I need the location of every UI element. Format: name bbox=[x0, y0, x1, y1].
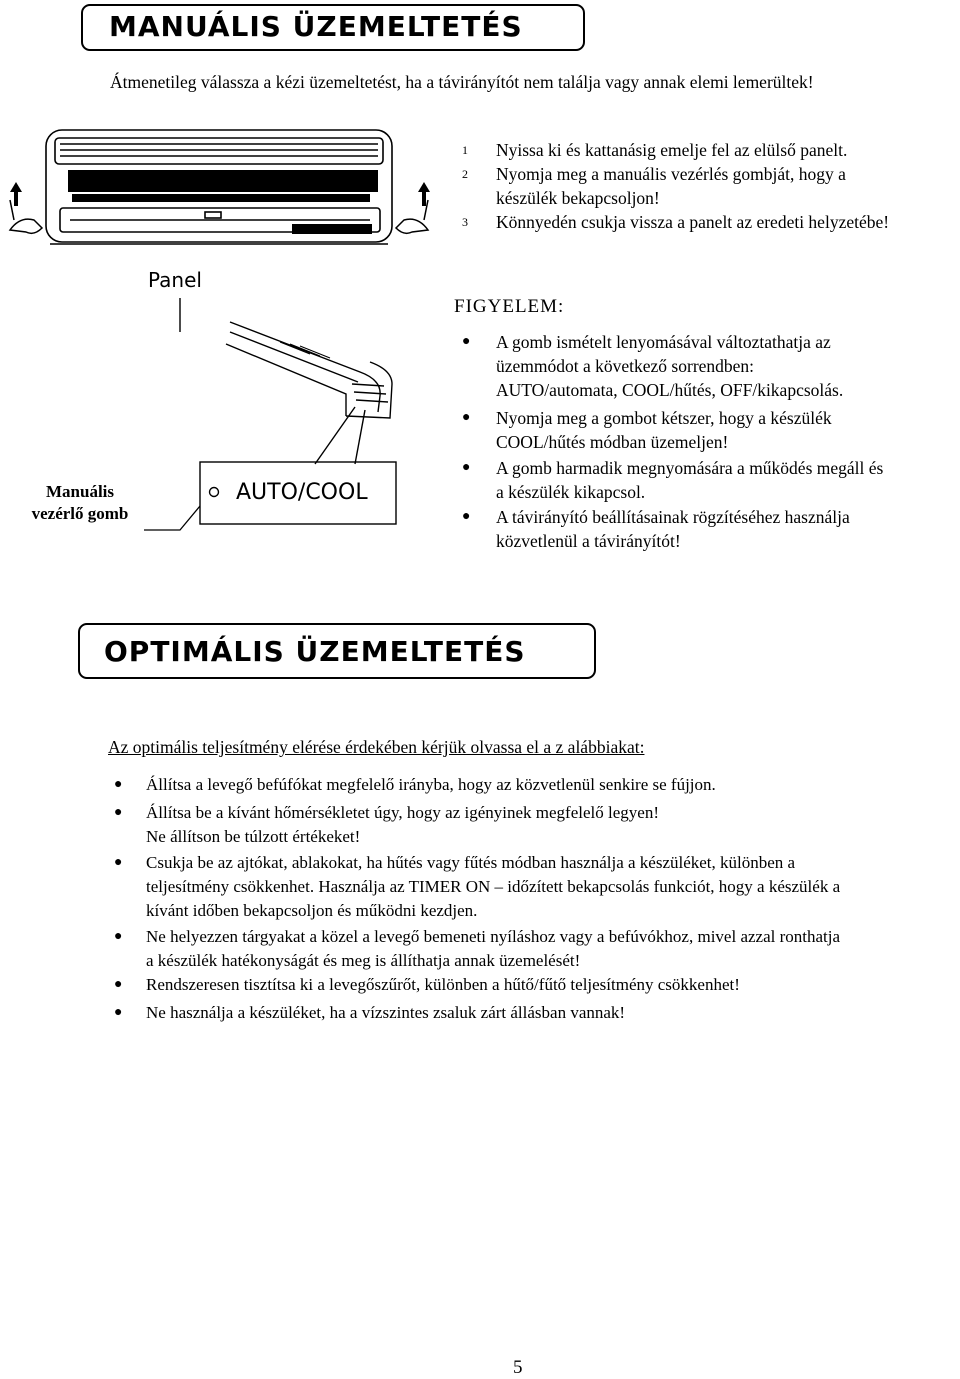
section-title-manual: MANUÁLIS ÜZEMELTETÉS bbox=[109, 10, 523, 43]
step-number: 2 bbox=[462, 167, 468, 181]
section-title-optimal: OPTIMÁLIS ÜZEMELTETÉS bbox=[104, 635, 526, 668]
warning-text: közvetlenül a távirányítót! bbox=[496, 531, 681, 551]
bullet-icon: ● bbox=[114, 855, 123, 870]
optimal-text: kívánt időben bekapcsoljon és működni kezdjen. bbox=[146, 901, 478, 920]
optimal-text: a készülék hatékonyságát és meg is állíthatja annak üzemelését! bbox=[146, 951, 581, 970]
section-title-box-optimal bbox=[78, 623, 596, 679]
bullet-icon: ● bbox=[114, 929, 123, 944]
bullet-icon: ● bbox=[462, 460, 471, 475]
step-text: Könnyedén csukja vissza a panelt az eredeti helyzetébe! bbox=[496, 212, 890, 232]
warning-text: Nyomja meg a gombot kétszer, hogy a készülék bbox=[496, 408, 832, 428]
optimal-text: Ne használja a készüléket, ha a vízszintes zsaluk zárt állásban vannak! bbox=[146, 1003, 626, 1022]
callout-line-2: vezérlő gomb bbox=[31, 504, 129, 523]
bullet-icon: ● bbox=[462, 410, 471, 425]
bullet-icon: ● bbox=[462, 334, 471, 349]
warning-text: A távirányító beállításainak rögzítéséhez használja bbox=[496, 507, 850, 527]
optimal-text: Ne helyezzen tárgyakat a közel a levegő bemeneti nyíláshoz vagy a befúvókhoz, mivel azzal ronthatja bbox=[146, 927, 841, 946]
ac-unit-illustration bbox=[0, 120, 440, 260]
section-title-box-manual bbox=[81, 4, 585, 51]
step-text: készülék bekapcsoljon! bbox=[496, 188, 660, 208]
bullet-icon: ● bbox=[114, 1005, 123, 1020]
bullet-icon: ● bbox=[462, 509, 471, 524]
manual-button-callout bbox=[20, 481, 140, 525]
step-text: Nyomja meg a manuális vezérlés gombját, hogy a bbox=[496, 164, 846, 184]
step-number: 3 bbox=[462, 215, 468, 229]
step-text: Nyissa ki és kattanásig emelje fel az elülső panelt. bbox=[496, 140, 848, 160]
step-number: 1 bbox=[462, 143, 468, 157]
warning-text: üzemmódot a következő sorrendben: bbox=[496, 356, 755, 376]
bullet-icon: ● bbox=[114, 777, 123, 792]
manual-intro: Átmenetileg válassza a kézi üzemeltetést, ha a távirányítót nem találja vagy annak elemi lemerültek! bbox=[110, 72, 814, 92]
warning-text: AUTO/automata, COOL/hűtés, OFF/kikapcsolás. bbox=[496, 380, 844, 400]
callout-line bbox=[140, 500, 204, 540]
optimal-text: Állítsa a levegő befúfókat megfelelő irányba, hogy az közvetlenül senkire se fújjon. bbox=[146, 775, 716, 794]
warning-text: A gomb harmadik megnyomására a működés megáll és bbox=[496, 458, 884, 478]
optimal-text: Rendszeresen tisztítsa ki a levegőszűrőt, különben a hűtő/fűtő teljesítmény csökkenhet! bbox=[146, 975, 740, 994]
optimal-intro: Az optimális teljesítmény elérése érdekében kérjük olvassa el a z alábbiakat: bbox=[108, 737, 645, 757]
panel-label: Panel bbox=[148, 268, 202, 292]
bullet-icon: ● bbox=[114, 805, 123, 820]
warning-text: A gomb ismételt lenyomásával változtathatja az bbox=[496, 332, 831, 352]
page-number: 5 bbox=[513, 1357, 523, 1378]
optimal-text: teljesítmény csökkenhet. Használja az TIMER ON – időzített bekapcsolás funkciót, hogy a készülék a bbox=[146, 877, 841, 896]
warning-heading: FIGYELEM: bbox=[454, 296, 565, 317]
callout-line-1: Manuális bbox=[45, 482, 115, 501]
warning-text: COOL/hűtés módban üzemeljen! bbox=[496, 432, 729, 452]
optimal-text: Ne állítson be túlzott értékeket! bbox=[146, 827, 361, 846]
optimal-text: Állítsa be a kívánt hőmérsékletet úgy, hogy az igényinek megfelelő legyen! bbox=[146, 803, 659, 822]
auto-cool-button-label: AUTO/COOL bbox=[236, 480, 368, 505]
bullet-icon: ● bbox=[114, 977, 123, 992]
warning-text: a készülék kikapcsol. bbox=[496, 482, 646, 502]
optimal-text: Csukja be az ajtókat, ablakokat, ha hűtés vagy fűtés módban használja a készüléket, különben a bbox=[146, 853, 796, 872]
